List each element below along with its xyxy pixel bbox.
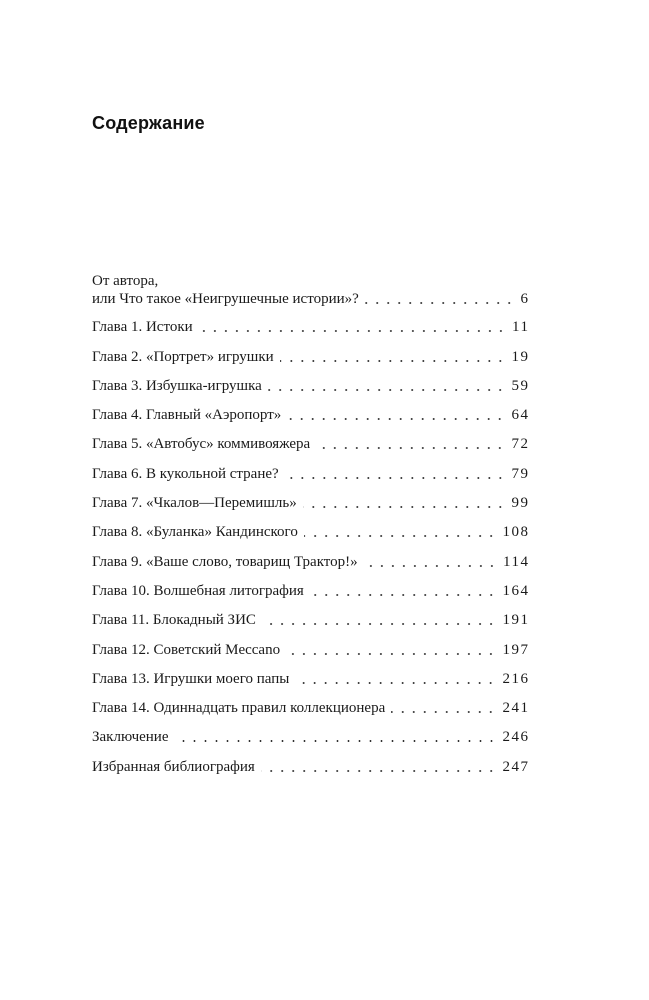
toc-entry-page: 108 — [502, 524, 530, 541]
toc-entry-page: 191 — [502, 612, 530, 629]
toc-entry — [92, 406, 528, 435]
dot-leader — [287, 418, 505, 420]
toc-entry — [92, 464, 528, 493]
toc-entry — [92, 318, 528, 347]
dot-leader — [364, 565, 497, 567]
toc-entry-page: 19 — [511, 348, 530, 365]
toc-entry-title: или Что такое «Неигрушечные истории»? — [92, 291, 359, 307]
toc-entry-page: 246 — [502, 729, 530, 746]
dot-leader — [365, 302, 515, 304]
toc-entry-title: Глава 8. «Буланка» Кандинского — [92, 524, 298, 541]
toc-entry-title: Глава 1. Истоки — [92, 319, 193, 336]
toc-entry-page: 79 — [511, 465, 530, 482]
toc-entry-title: Глава 10. Волшебная литография — [92, 582, 304, 599]
toc-entry-page: 6 — [520, 291, 530, 307]
toc-entry-page: 114 — [503, 553, 530, 570]
toc-entry-title: Глава 11. Блокадный ЗИС — [92, 612, 256, 629]
toc-entry-title: Глава 7. «Чкалов—Перемишль» — [92, 495, 297, 512]
toc-entry — [92, 523, 528, 552]
toc-entry — [92, 377, 528, 406]
toc-entry — [92, 347, 528, 376]
toc-entry — [92, 552, 528, 581]
toc-entry — [92, 582, 528, 611]
dot-leader — [285, 477, 506, 479]
dot-leader — [175, 740, 497, 742]
dot-leader — [391, 711, 496, 713]
toc-entry — [92, 699, 528, 728]
dot-leader — [310, 594, 497, 596]
dot-leader — [268, 389, 506, 391]
toc-entry — [92, 494, 528, 523]
toc-entry — [92, 757, 528, 786]
toc-entry-page: 72 — [511, 436, 530, 453]
toc-entry-title: Избранная библиография — [92, 758, 255, 775]
dot-leader — [286, 653, 496, 655]
toc-entry-page: 164 — [502, 582, 530, 599]
toc-entry-title-line1: От автора, — [92, 273, 159, 289]
toc-entry-title: Глава 2. «Портрет» игрушки — [92, 348, 274, 365]
toc-entry-page: 247 — [502, 758, 530, 775]
toc-entry-title: Глава 5. «Автобус» коммивояжера — [92, 436, 311, 453]
toc-entry-title: Глава 12. Советский Meccano — [92, 641, 281, 658]
toc-entry-title: Глава 4. Главный «Аэропорт» — [92, 407, 282, 424]
dot-leader — [303, 506, 506, 508]
toc-entry-title: Глава 14. Одиннадцать правил коллекционера — [92, 700, 386, 717]
dot-leader — [261, 770, 497, 772]
toc-entry-title: Глава 13. Игрушки моего папы — [92, 670, 290, 687]
toc-entry-page: 241 — [502, 700, 530, 717]
toc-entry-title: Заключение — [92, 729, 169, 746]
toc-entry — [92, 435, 528, 464]
dot-leader — [199, 330, 506, 332]
toc-entry-page: 99 — [511, 495, 530, 512]
toc-entry-title: Глава 3. Избушка-игрушка — [92, 377, 262, 394]
dot-leader — [280, 360, 506, 362]
toc-entry-page: 216 — [502, 670, 530, 687]
dot-leader — [262, 623, 497, 625]
toc-entry — [92, 728, 528, 757]
dot-leader — [295, 682, 496, 684]
toc-entry — [92, 670, 528, 699]
table-of-contents — [92, 272, 528, 787]
dot-leader — [304, 535, 497, 537]
toc-entry-page: 197 — [502, 641, 530, 658]
toc-entry-page: 11 — [512, 319, 530, 336]
toc-entry-title: Глава 6. В кукольной стране? — [92, 465, 279, 482]
toc-entry — [92, 611, 528, 640]
toc-entry — [92, 640, 528, 669]
toc-entry-intro — [92, 272, 528, 318]
page-title: Содержание — [92, 113, 205, 133]
toc-entry-title: Глава 9. «Ваше слово, товарищ Трактор!» — [92, 553, 358, 570]
dot-leader — [316, 447, 505, 449]
toc-entry-page: 64 — [511, 407, 530, 424]
toc-entry-page: 59 — [511, 377, 530, 394]
